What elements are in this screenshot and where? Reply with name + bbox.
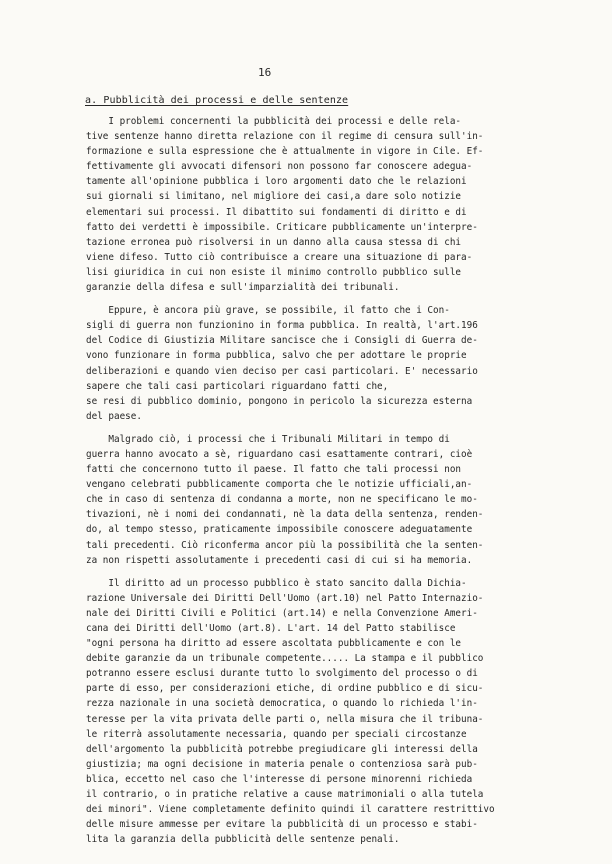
text-line: del Codice di Giustizia Militare sancisce che i Consigli di Guerra de- [86,335,478,347]
text-line: tazione erronea può risolversi in un danno alla causa stessa di chi [86,236,462,248]
text-line: razione Universale dei Diritti Dell'Uomo (art.10) nel Patto Internazio- [86,592,484,604]
text-line: formazione e sulla espressione che è attualmente in vigore in Cile. Ef- [86,146,484,158]
text-line: Malgrado ciò, i processi che i Tribunali Militari in tempo di [86,433,450,445]
text-line: Eppure, è ancora più grave, se possibile, il fatto che i Con- [86,305,450,317]
text-line: viene difeso. Tutto ciò contribuisce a creare una situazione di para- [86,251,473,263]
text-line: fettivamente gli avvocati difensori non possono far conoscere adegua- [86,161,473,173]
text-line: fatto dei verdetti è impossibile. Criticare pubblicamente un'interpre- [86,221,478,233]
text-line: lisi giuridica in cui non esiste il minimo controllo pubblico sulle [86,266,462,278]
text-line: nale dei Diritti Civili e Politici (art.14) e nella Convenzione Ameri- [86,607,478,619]
text-line: rezza nazionale in una società democratica, o quando lo richieda l'in- [86,698,478,710]
text-line: sigli di guerra non funzionino in forma pubblica. In realtà, l'art.196 [86,320,478,332]
text-line: cana dei Diritti dell'Uomo (art.8). L'art. 14 del Patto stabilisce [86,623,456,634]
text-line: lita la garanzia della pubblicità delle sentenze penali. [86,834,400,846]
section-heading: a. Pubblicità dei processi e delle sentenze [85,95,349,106]
text-line: potranno essere esclusi durante tutto lo svolgimento del processo o di [86,668,478,680]
text-line: Il diritto ad un processo pubblico è stato sancito dalla Dichia- [86,577,467,589]
text-line: teresse per la vita privata delle parti o, nella misura che il tribuna- [86,713,484,725]
text-line: sui giornali si limitano, nel migliore dei casi,a dare solo notizie [86,191,462,203]
paragraph [86,432,576,568]
text-line: garanzie della difesa e sull'imparzialità dei tribunali. [86,282,400,294]
text-line: blica, eccetto nel caso che l'interesse di persone minorenni richieda [86,773,473,785]
text-line: deliberazioni e quando vien deciso per casi particolari. E' necessario [86,365,478,377]
text-line: debite garanzie da un tribunale competente..... La stampa e il pubblico [86,653,484,665]
text-line: elementari sui processi. Il dibattito sui fondamenti di diritto e di [86,206,467,218]
text-line: tivazioni, nè i nomi dei condannati, nè la data della sentenza, renden- [86,509,484,521]
text-line: tali precedenti. Ciò riconferma ancor più la possibilità che la senten- [86,539,484,551]
text-line: parte di esso, per considerazioni etiche, di ordine pubblico e di sicu- [86,683,484,695]
text-line: za non rispetti assolutamente i precedenti casi di cui si ha memoria. [86,554,473,566]
text-line: le riterrà assolutamente necessaria, quando per speciali circostanze [86,728,467,740]
text-line: se resi di pubblico dominio, pongono in pericolo la sicurezza esterna [86,395,473,407]
text-line: tive sentenze hanno diretta relazione con il regime di censura sull'in- [86,131,484,143]
body-text [86,114,576,847]
text-line: del paese. [86,410,142,422]
text-line: giustizia; ma ogni decisione in materia penale o contenziosa sarà pub- [86,758,478,770]
text-line: delle misure ammesse per evitare la pubblicità di un processo e stabi- [86,819,478,831]
text-line: vono funzionare in forma pubblica, salvo che per adottare le proprie [86,350,467,362]
text-line: fatti che concernono tutto il paese. Il fatto che tali processi non [86,464,462,476]
paragraph [86,576,576,848]
text-line: tamente all'opinione pubblica i loro argomenti dato che le relazioni [86,176,467,188]
paragraph [86,303,576,424]
text-line: do, al tempo stesso, praticamente impossibile conoscere adeguatamente [86,524,473,536]
text-line: dei minori". Viene completamente definito quindi il carattere restrittivo [86,804,495,816]
text-line: guerra hanno avocato a sè, riguardano casi esattamente contrari, cioè [86,448,473,460]
text-line: sapere che tali casi particolari riguardano fatti che, [86,380,389,392]
page-number: 16 [258,66,272,79]
paragraph [86,114,576,295]
text-line: vengano celebrati pubblicamente comporta che le notizie ufficiali,an- [86,479,473,491]
text-line: "ogni persona ha diritto ad essere ascoltata pubblicamente e con le [86,638,462,650]
text-line: il contrario, o in pratiche relative a cause matrimoniali o alla tutela [86,789,484,801]
text-line: che in caso di sentenza di condanna a morte, non ne specificano le mo- [86,494,478,506]
text-line: I problemi concernenti la pubblicità dei processi e delle rela- [86,116,462,127]
text-line: dell'argomento la pubblicità potrebbe pregiudicare gli interessi della [86,743,478,755]
